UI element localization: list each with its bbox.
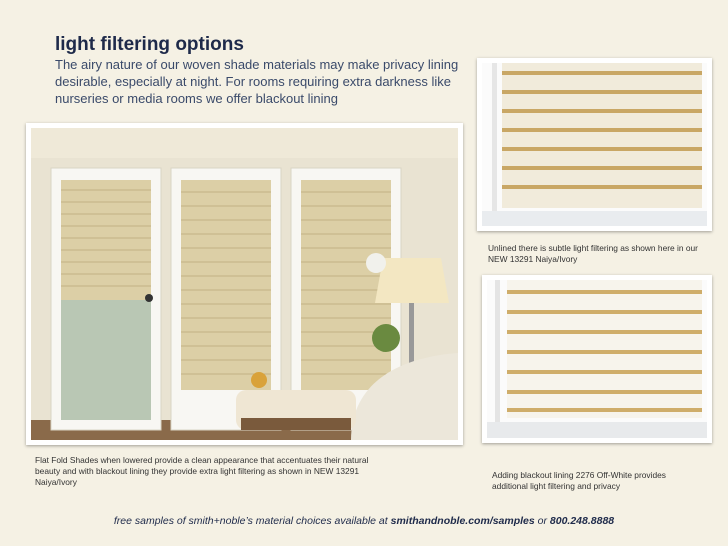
- blackout-caption: Adding blackout lining 2276 Off-White provides additional light filtering and privacy: [492, 470, 666, 491]
- blackout-lining-photo: [482, 275, 712, 443]
- footer-middle: or: [534, 515, 550, 527]
- unlined-caption: Unlined there is subtle light filtering as shown here in our NEW 13291 Naiya/Ivory: [488, 243, 698, 264]
- page-title: light filtering options: [55, 34, 244, 55]
- samples-link[interactable]: smithandnoble.com/samples: [390, 515, 535, 527]
- intro-paragraph: The airy nature of our woven shade materials may make privacy lining desirable, especially at night. For rooms requiring extra darkness like nurseries or media rooms we offer blackout lining: [55, 57, 459, 106]
- unlined-shade-photo: [477, 58, 712, 231]
- room-photo: [26, 123, 463, 445]
- footer-note: [0, 515, 728, 527]
- footer-prefix: free samples of smith+noble’s material choices available at: [113, 515, 391, 527]
- main-caption: Flat Fold Shades when lowered provide a clean appearance that accentuates their natural beauty and with blackout lining they provide extra light filtering as shown in NEW 13291 Naiya/Ivory: [35, 455, 369, 487]
- phone-number[interactable]: 800.248.8888: [549, 515, 615, 527]
